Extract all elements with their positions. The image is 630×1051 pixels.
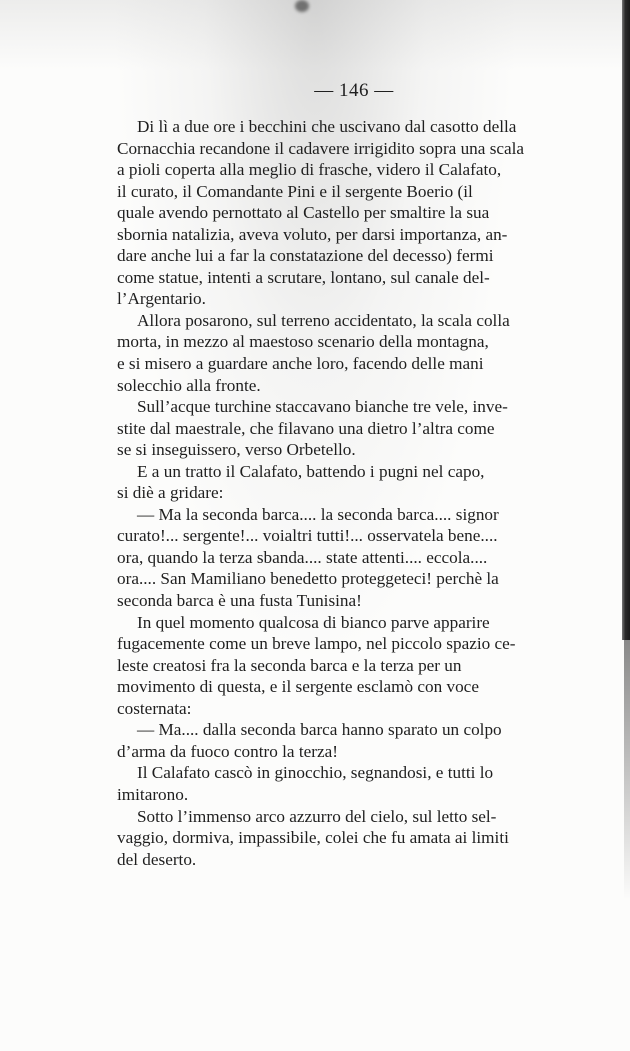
text-line: Cornacchia recandone il cadavere irrigidito sopra una scala [117, 138, 525, 158]
text-line: — Ma la seconda barca.... la seconda barca.... signor [137, 504, 499, 524]
text-line: vaggio, dormiva, impassibile, colei che fu amata ai limiti [117, 828, 509, 848]
page-number: — 146 — [314, 80, 394, 101]
text-line: a pioli coperta alla meglio di frasche, videro il Calafato, [117, 160, 502, 180]
ink-spot [295, 0, 309, 12]
text-line: seconda barca è una fusta Tunisina! [117, 591, 362, 611]
page-binding-shadow [624, 640, 630, 900]
text-line: come statue, intenti a scrutare, lontano, sul canale del- [117, 267, 490, 287]
text-line: stite dal maestrale, che filavano una dietro l’altra come [117, 418, 495, 438]
text-line: solecchio alla fronte. [117, 375, 261, 395]
text-line: E a un tratto il Calafato, battendo i pugni nel capo, [137, 461, 485, 481]
text-line: fugacemente come un breve lampo, nel piccolo spazio ce- [117, 634, 516, 654]
text-line: curato!... sergente!... voialtri tutti!... osservatela bene.... [117, 526, 498, 546]
text-line: l’Argentario. [117, 289, 206, 309]
text-line: d’arma da fuoco contro la terza! [117, 741, 338, 761]
text-line: movimento di questa, e il sergente esclamò con voce [117, 677, 479, 697]
text-line: e si misero a guardare anche loro, facendo delle mani [117, 354, 484, 374]
text-line: In quel momento qualcosa di bianco parve apparire [137, 612, 490, 632]
text-line: Allora posarono, sul terreno accidentato, la scala colla [137, 310, 510, 330]
text-line: sbornia natalizia, aveva voluto, per darsi importanza, an- [117, 224, 508, 244]
text-line: dare anche lui a far la constatazione del decesso) fermi [117, 246, 494, 266]
text-line: del deserto. [117, 849, 197, 869]
text-line: costernata: [117, 698, 192, 718]
text-line: se si inseguissero, verso Orbetello. [117, 440, 356, 460]
text-line: si diè a gridare: [117, 483, 224, 503]
text-line: ora, quando la terza sbanda.... state attenti.... eccola.... [117, 547, 488, 567]
text-line: ora.... San Mamiliano benedetto proteggeteci! perchè la [117, 569, 499, 589]
text-line: Sull’acque turchine staccavano bianche tre vele, inve- [137, 397, 508, 417]
text-line: quale avendo pernottato al Castello per smaltire la sua [117, 203, 490, 223]
text-line: imitarono. [117, 784, 189, 804]
text-line: il curato, il Comandante Pini e il sergente Boerio (il [117, 181, 473, 201]
text-line: morta, in mezzo al maestoso scenario della montagna, [117, 332, 489, 352]
text-line: Di lì a due ore i becchini che uscivano dal casotto della [137, 117, 517, 136]
body-text [117, 116, 610, 870]
text-line: — Ma.... dalla seconda barca hanno sparato un colpo [137, 720, 502, 740]
text-line: leste creatosi fra la seconda barca e la terza per un [117, 655, 462, 675]
text-line: Sotto l’immenso arco azzurro del cielo, sul letto sel- [137, 806, 497, 826]
text-line: Il Calafato cascò in ginocchio, segnandosi, e tutti lo [137, 763, 494, 783]
